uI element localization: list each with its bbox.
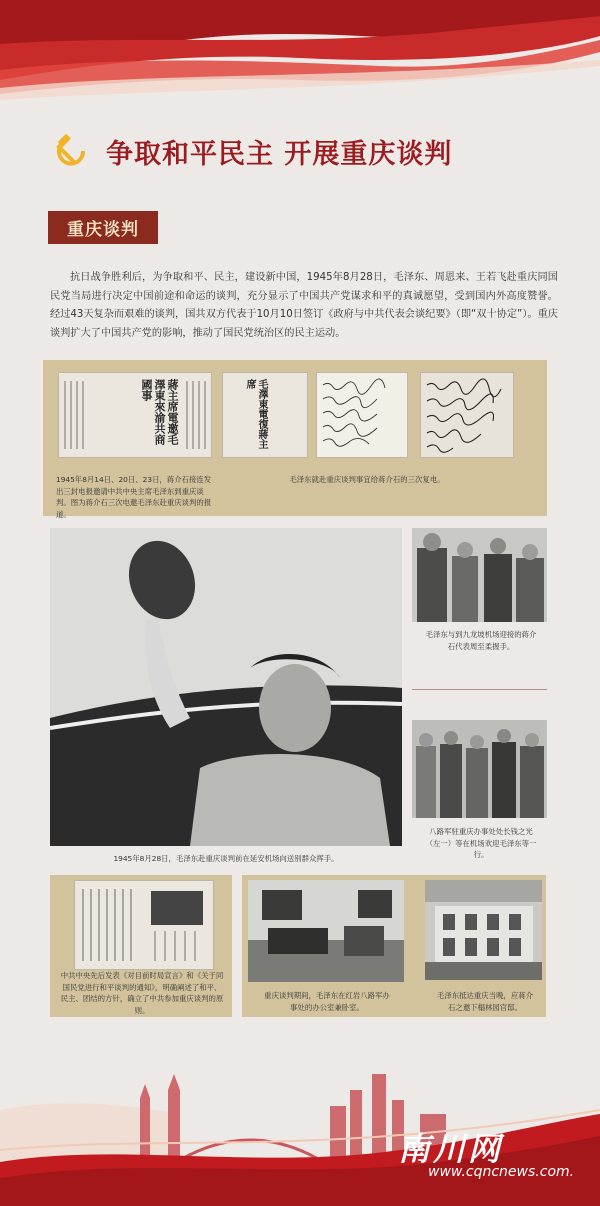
newspaper-headline-1: 蔣主席電邀毛澤東來渝共商國事 <box>140 379 179 445</box>
telegram-reply-1-photo <box>222 372 308 458</box>
yanan-wave-photo <box>50 528 402 846</box>
section-tag: 重庆谈判 <box>48 211 158 244</box>
newspaper-reports-photo <box>58 372 212 458</box>
airport-handshake-photo <box>412 528 547 622</box>
photo-office-room <box>248 880 404 982</box>
brand-website-url: www.cqncnews.com. <box>428 1164 575 1180</box>
photo-welcome-group <box>412 720 547 818</box>
photo-handshake <box>412 528 547 622</box>
hongyan-office-photo <box>248 880 404 982</box>
caption-airport-handshake: 毛泽东与到九龙坡机场迎接的蒋介石代表周至柔握手。 <box>425 630 537 651</box>
header-ribbon-banner <box>0 0 600 110</box>
caption-yanan-wave: 1945年8月28日，毛泽东赴重庆谈判前在延安机场向送别群众挥手。 <box>113 854 339 863</box>
eighth-route-welcome-photo <box>412 720 547 818</box>
caption-mao-replies: 毛泽东就赴重庆谈判事宜给蒋介石的三次复电。 <box>289 475 445 484</box>
hammer-sickle-icon <box>52 130 94 172</box>
caption-telegram-reports: 1945年8月14日、20日、23日，蒋介石接连发出三封电报邀请中共中央主席毛泽东到重庆谈判。图为蒋介石三次电邀毛泽东赴重庆谈判的报道。 <box>56 475 212 519</box>
caption-ccp-declaration: 中共中央先后发表《对目前时局宣言》和《关于同国民党进行和平谈判的通知》，明确阐述了和平、民主、团结的方针，确立了中共参加重庆谈判的原则。 <box>60 971 224 1015</box>
divider <box>412 689 547 690</box>
guiyuan-residence-photo <box>425 880 542 980</box>
declaration-newspaper-photo <box>74 880 214 970</box>
brand-logo-text: 南川网 <box>398 1130 504 1168</box>
handwriting-texture <box>317 373 407 457</box>
page-title: 争取和平民主 开展重庆谈判 <box>106 138 453 170</box>
handwriting-texture <box>421 373 513 457</box>
newspaper-headline-2: 毛澤東電復蔣主席 <box>244 379 267 449</box>
telegram-reply-2-photo <box>316 372 408 458</box>
caption-guiyuan-residence: 毛泽东抵达重庆当晚，应蒋介石之邀下榻林园官邸。 <box>436 991 534 1012</box>
caption-hongyan-office: 重庆谈判期间，毛泽东在红岩八路军办事处的办公室兼卧室。 <box>264 991 390 1012</box>
caption-eighth-route-welcome: 八路军驻重庆办事处处长钱之光（左一）等在机场欢迎毛泽东等一行。 <box>425 827 537 859</box>
photo-mao-waving <box>50 528 402 846</box>
footer-skyline-banner <box>0 1050 600 1206</box>
telegram-reply-3-photo <box>420 372 514 458</box>
title-row <box>52 128 452 174</box>
photo-residence-building <box>425 880 542 980</box>
newspaper-texture <box>75 881 213 969</box>
intro-paragraph: 抗日战争胜利后，为争取和平、民主，建设新中国，1945年8月28日，毛泽东、周恩来、王若飞赴重庆同国民党当局进行决定中国前途和命运的谈判，充分显示了中国共产党谋求和平的真诚愿望，受到国内外高度赞誉。经过43天复杂而艰难的谈判，国共双方代表于10月10日签订《政府与中共代表会谈纪要》（即“双十协定”）。重庆谈判扩大了中国共产党的影响，推动了国民党统治区的民主运动。 <box>50 272 558 339</box>
